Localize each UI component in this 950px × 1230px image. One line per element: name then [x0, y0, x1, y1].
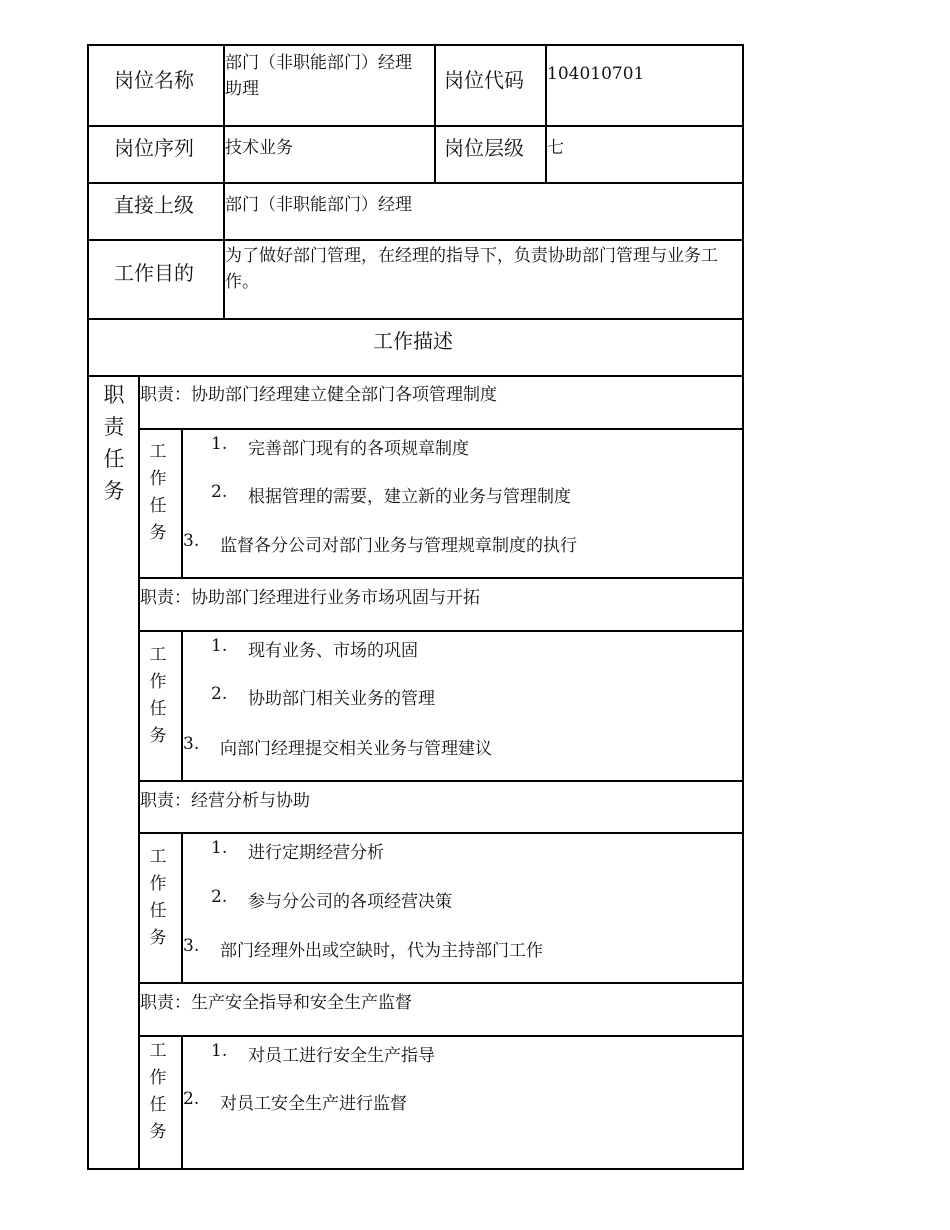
- table-border-left: [87, 44, 89, 1170]
- row-divider: [87, 375, 744, 377]
- task-label: 工作任务: [149, 645, 167, 746]
- task-text: 根据管理的需要，建立新的业务与管理制度: [248, 487, 571, 507]
- position-code-value: 104010701: [547, 64, 645, 84]
- col-divider: [434, 44, 436, 183]
- purpose-value: 为了做好部门管理，在经理的指导下，负责协助部门管理与业务工作。: [225, 246, 718, 292]
- task-number: 3.: [183, 531, 200, 551]
- task-text: 现有业务、市场的巩固: [248, 641, 418, 661]
- task-text: 监督各分公司对部门业务与管理规章制度的执行: [220, 536, 577, 556]
- task-label: 工作任务: [149, 847, 167, 948]
- sequence-label: 岗位序列: [114, 136, 194, 160]
- task-number: 3.: [183, 734, 200, 754]
- task-number: 1.: [211, 1041, 228, 1061]
- task-text: 对员工安全生产进行监督: [220, 1094, 407, 1114]
- task-number: 1.: [211, 636, 228, 656]
- duty-divider: [138, 780, 744, 782]
- task-label: 工作任务: [149, 442, 167, 543]
- duty-divider: [138, 832, 744, 834]
- task-number: 2.: [211, 684, 228, 704]
- row-divider: [87, 239, 744, 241]
- task-label: 工作任务: [149, 1041, 167, 1142]
- description-title: 工作描述: [373, 329, 453, 353]
- purpose-label: 工作目的: [114, 261, 194, 285]
- position-name-value: 部门（非职能部门）经理助理: [225, 53, 412, 99]
- duty-divider: [138, 982, 744, 984]
- task-number: 2.: [183, 1089, 200, 1109]
- superior-label: 直接上级: [114, 193, 194, 217]
- position-code-label: 岗位代码: [444, 68, 524, 92]
- duties-col-divider: [138, 375, 140, 1170]
- task-number: 1.: [211, 434, 228, 454]
- duty-title: 职责：生产安全指导和安全生产监督: [140, 993, 412, 1013]
- task-number: 3.: [183, 936, 200, 956]
- sequence-value: 技术业务: [225, 138, 293, 158]
- duty-divider: [138, 428, 744, 430]
- level-value: 七: [547, 138, 564, 158]
- table-border-bottom: [87, 1168, 744, 1170]
- task-text: 向部门经理提交相关业务与管理建议: [220, 739, 492, 759]
- task-text: 完善部门现有的各项规章制度: [248, 439, 469, 459]
- task-col-divider: [181, 630, 183, 781]
- level-label: 岗位层级: [444, 136, 524, 160]
- task-text: 部门经理外出或空缺时，代为主持部门工作: [220, 941, 543, 961]
- task-number: 1.: [211, 838, 228, 858]
- task-text: 进行定期经营分析: [248, 843, 384, 863]
- task-text: 对员工进行安全生产指导: [248, 1046, 435, 1066]
- task-col-divider: [181, 428, 183, 578]
- duty-title: 职责：协助部门经理建立健全部门各项管理制度: [140, 385, 497, 405]
- duty-divider: [138, 630, 744, 632]
- row-divider: [87, 182, 744, 184]
- task-number: 2.: [211, 482, 228, 502]
- position-name-label: 岗位名称: [114, 68, 194, 92]
- duty-title: 职责：协助部门经理进行业务市场巩固与开拓: [140, 588, 480, 608]
- table-border-right: [742, 44, 744, 1170]
- table-border-top: [87, 44, 744, 46]
- duties-label: 职责任务: [103, 383, 125, 503]
- duty-divider: [138, 1035, 744, 1037]
- task-text: 协助部门相关业务的管理: [248, 689, 435, 709]
- row-divider: [87, 318, 744, 320]
- row-divider: [87, 125, 744, 127]
- duty-title: 职责：经营分析与协助: [140, 791, 310, 811]
- task-col-divider: [181, 832, 183, 983]
- duty-divider: [138, 577, 744, 579]
- superior-value: 部门（非职能部门）经理: [225, 195, 412, 215]
- task-number: 2.: [211, 887, 228, 907]
- task-text: 参与分公司的各项经营决策: [248, 892, 452, 912]
